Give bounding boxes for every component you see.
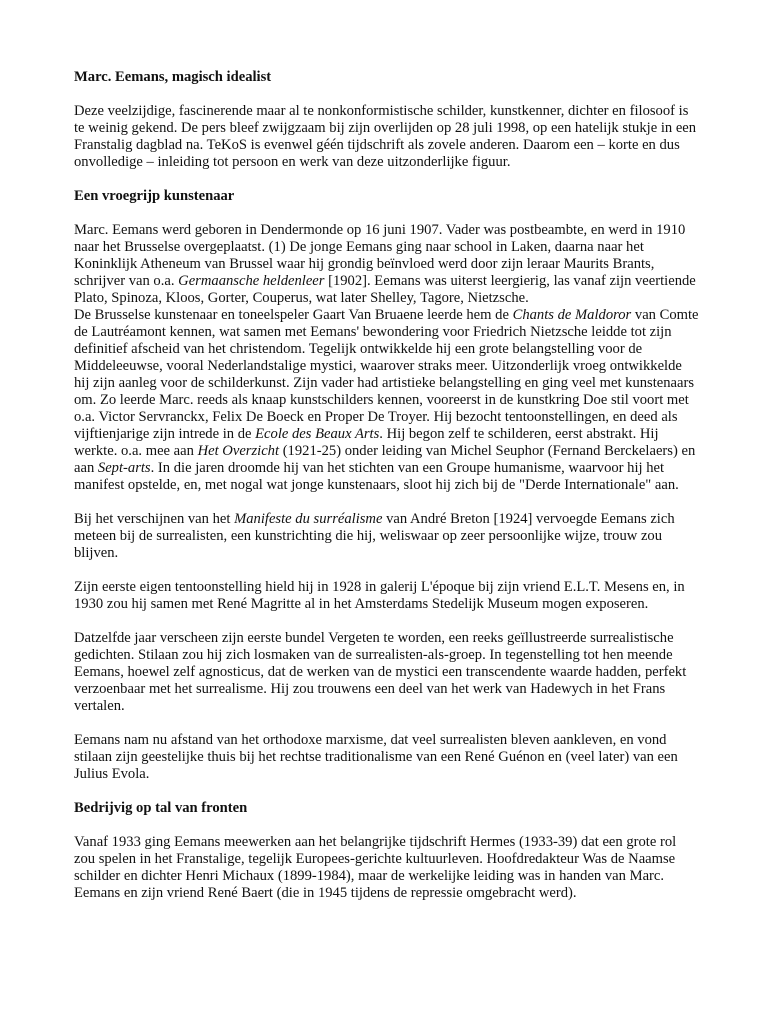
- section-heading-bedrijvig: Bedrijvig op tal van fronten: [74, 800, 248, 816]
- document-body: [74, 69, 700, 919]
- document-title: Marc. Eemans, magisch idealist: [74, 69, 272, 85]
- book-title-italic: Chants de Maldoror: [512, 307, 632, 323]
- magazine-title-italic: Het Overzicht: [197, 443, 280, 459]
- book-title-italic: Manifeste du surréalisme: [234, 511, 383, 527]
- paragraph-vergeten: Datzelfde jaar verscheen zijn eerste bundel Vergeten te worden, een reeks geïllustreerde surrealistische gedichten. Stilaan zou hij zich losmaken van de surrealisten-als-groep. In tegenstelling tot hen meende Eemans, hoewel zelf agnosticus, dat de werken van de mystici een transcendente waarde hadden, perfekt verzoenbaar met het surrealisme. Hij zou trouwens een deel van het werk van Hadewych in het Frans vertalen.: [74, 630, 687, 714]
- paragraph-manifeste: [74, 511, 700, 562]
- text-run: De Brusselse kunstenaar en toneelspeler Gaart Van Bruaene leerde hem de: [74, 307, 513, 323]
- paragraph-exhibition: Zijn eerste eigen tentoonstelling hield hij in 1928 in galerij L'époque bij zijn vriend E.L.T. Mesens en, in 1930 zou hij samen met René Magritte al in het Amsterdams Stedelijk Museum mogen exposeren.: [74, 579, 685, 612]
- text-run: (1921-25) onder leiding van Michel Seuphor (Fernand Berckelaers) en aan: [74, 443, 696, 476]
- paragraph-hermes: Vanaf 1933 ging Eemans meewerken aan het belangrijke tijdschrift Hermes (1933-39) dat een grote rol zou spelen in het Franstalige, tegelijk Europees-gerichte kultuurleven. Hoofdredakteur Was de Naamse schilder en dichter Henri Michaux (1899-1984), maar de werkelijke leiding was in handen van Marc. Eemans en zijn vriend René Baert (die in 1945 tijdens de repressie omgebracht werd).: [74, 834, 677, 901]
- text-run: . In die jaren droomde hij van het stichten van een Groupe humanisme, waarvoor hij het manifest opstelde, en, met nogal wat jonge kunstenaars, sloot hij zich bij de "Derde Internationale" aan.: [74, 460, 679, 493]
- text-run: Marc. Eemans werd geboren in Dendermonde op 16 juni 1907. Vader was postbeambte, en werd in 1910 naar het Brusselse overgeplaatst. (1) De jonge Eemans ging naar school in Laken, daarna naar het Koninklijk Atheneum van Brussel waar hij grondig beïnvloed werd door zijn leraar Maurits Brants, schrijver van o.a.: [74, 222, 686, 289]
- text-run: Bij het verschijnen van het: [74, 511, 235, 527]
- paragraph-marxisme: Eemans nam nu afstand van het orthodoxe marxisme, dat veel surrealisten bleven aankleven, en vond stilaan zijn geestelijke thuis bij het rechtse traditionalisme van een René Guénon en (veel later) van een Julius Evola.: [74, 732, 678, 782]
- paragraph-bruaene: [74, 307, 700, 494]
- school-name-italic: Ecole des Beaux Arts: [255, 426, 380, 442]
- book-title-italic: Germaansche heldenleer: [178, 273, 325, 289]
- text-run: van André Breton [1924] vervoegde Eemans zich meteen bij de surrealisten, een kunstrichting die hij, weliswaar op zeer persoonlijke wijze, trouw zou blijven.: [74, 511, 675, 561]
- text-run: . Hij begon zelf te schilderen, eerst abstrakt. Hij werkte. o.a. mee aan: [74, 426, 659, 459]
- paragraph-birth: [74, 222, 700, 307]
- intro-paragraph: Deze veelzijdige, fascinerende maar al te nonkonformistische schilder, kunstkenner, dichter en filosoof is te weinig gekend. De pers bleef zwijgzaam bij zijn overlijden op 28 juli 1998, op een hatelijk stukje in een Franstalig dagblad na. TeKoS is evenwel géén tijdschrift als zovele anderen. Daarom een – korte en dus onvolledige – inleiding tot persoon en werk van deze uitzonderlijke figuur.: [74, 103, 697, 170]
- section-heading-vroegrijp: Een vroegrijp kunstenaar: [74, 188, 235, 204]
- text-run: van Comte de Lautréamont kennen, wat samen met Eemans' bewondering voor Friedrich Nietzsche leidde tot zijn definitief afscheid van het christendom. Tegelijk ontwikkelde hij een grote belangstelling voor de Middeleeuwse, vooral Nederlandstalige mystici, waarover straks meer. Uitzonderlijk vroeg ontwikkelde hij zijn aanleg voor de schilderkunst. Zijn vader had artistieke belangstelling en ging veel met kunstenaars om. Zo leerde Marc. reeds als knaap kunstschilders kennen, vooreerst in de kunstkring Doe stil voort met o.a. Victor Servranckx, Felix De Boeck en Proper De Troyer. Hij bezocht tentoonstellingen, en deed als vijftienjarige zijn intrede in de: [74, 307, 699, 442]
- text-run: [1902]. Eemans was uiterst leergierig, las vanaf zijn veertiende Plato, Spinoza, Kloos, Gorter, Couperus, wat later Shelley, Tagore, Nietzsche.: [74, 273, 696, 306]
- magazine-title-italic: Sept-arts: [97, 460, 151, 476]
